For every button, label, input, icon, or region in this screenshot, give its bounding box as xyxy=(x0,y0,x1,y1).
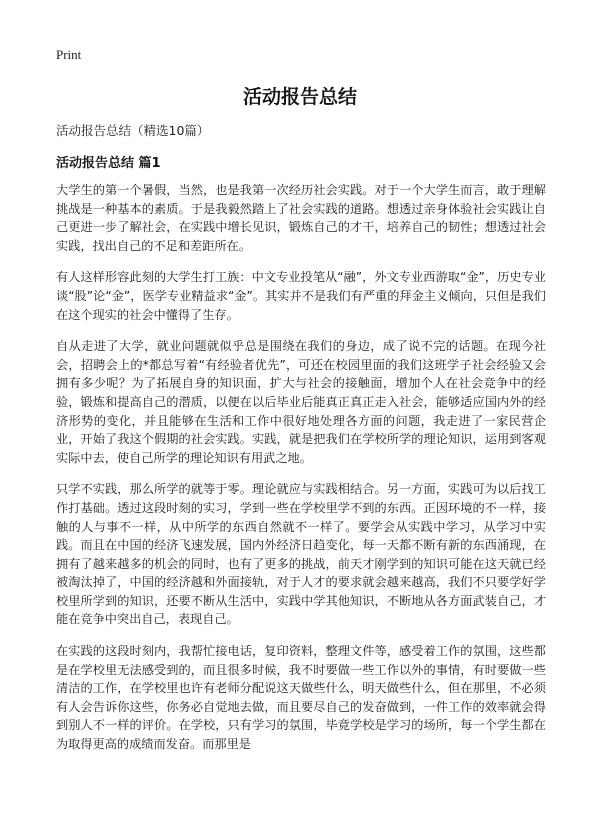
section-heading: 活动报告总结 篇1 xyxy=(56,156,161,171)
page-title: 活动报告总结 xyxy=(242,86,357,108)
paragraph: 在实践的这段时刻内，我帮忙接电话，复印资料，整理文件等，感受着工作的氛围，这些都是在学校里无法感受到的，而且很多时候，我不时要做一些工作以外的事情，有时要做一些清洁的工作，在学校里也许有老师分配说这天做些什么，明天做些什么，但在那里，不必须有人会告诉你这些，你务必自觉地去做，而且要尽自己的发奋做到，一件工作的效率就会得到别人不一样的评价。在学校，只有学习的氛围，毕竟学校是学习的场所，每一个学生都在为取得更高的成绩而发奋。而那里是 xyxy=(56,644,546,752)
paragraph: 大学生的第一个暑假，当然，也是我第一次经历社会实践。对于一个大学生而言，敢于理解挑战是一种基本的素质。于是我毅然踏上了社会实践的道路。想透过亲身体验社会实践让自己更进一步了解社会，在实践中增长见识，锻炼自己的才干，培养自己的韧性；想透过社会实践，找出自己的不足和差距所在。 xyxy=(56,183,546,253)
document-subtitle: 活动报告总结（精选10篇） xyxy=(56,123,210,138)
article-body xyxy=(56,181,546,767)
paragraph: 自从走进了大学，就业问题就似乎总是围绕在我们的身边，成了说不完的话题。在现今社会，招聘会上的*都总写着“有经验者优先”，可还在校园里面的我们这班学子社会经验又会拥有多少呢？为了拓展自身的知识面，扩大与社会的接触面，增加个人在社会竞争中的经验，锻炼和提高自己的潜质，以便在以后毕业后能真正真正走入社会，能够适应国内外的经济形势的变化，并且能够在生活和工作中很好地处理各方面的问题，我走进了一家民营企业，开始了我这个假期的社会实践。实践，就是把我们在学校所学的理论知识，运用到客观实际中去，使自己所学的理论知识有用武之地。 xyxy=(56,339,546,465)
paragraph: 有人这样形容此刻的大学生打工族：中文专业投笔从“融”，外文专业西游取“金”，历史专业谈“股”论“金”，医学专业精益求“金”。其实并不是我们有严重的拜金主义倾向，只但是我们在这个现实的社会中懂得了生存。 xyxy=(56,270,546,322)
print-link[interactable]: Print xyxy=(56,47,82,62)
paragraph: 只学不实践，那么所学的就等于零。理论就应与实践相结合。另一方面，实践可为以后找工作打基础。透过这段时刻的实习，学到一些在学校里学不到的东西。正因环境的不一样，接触的人与事不一样，从中所学的东西自然就不一样了。要学会从实践中学习，从学习中实践。而且在中国的经济飞速发展，国内外经济日趋变化，每一天都不断有新的东西涌现，在拥有了越来越多的机会的同时，也有了更多的挑战，前天才刚学到的知识可能在这天就已经被淘汰掉了，中国的经济越和外面接轨，对于人才的要求就会越来越高，我们不只要学好学校里所学到的知识，还要不断从生活中，实践中学其他知识，不断地从各方面武装自己，才能在竞争中突出自己，表现自己。 xyxy=(56,482,546,627)
